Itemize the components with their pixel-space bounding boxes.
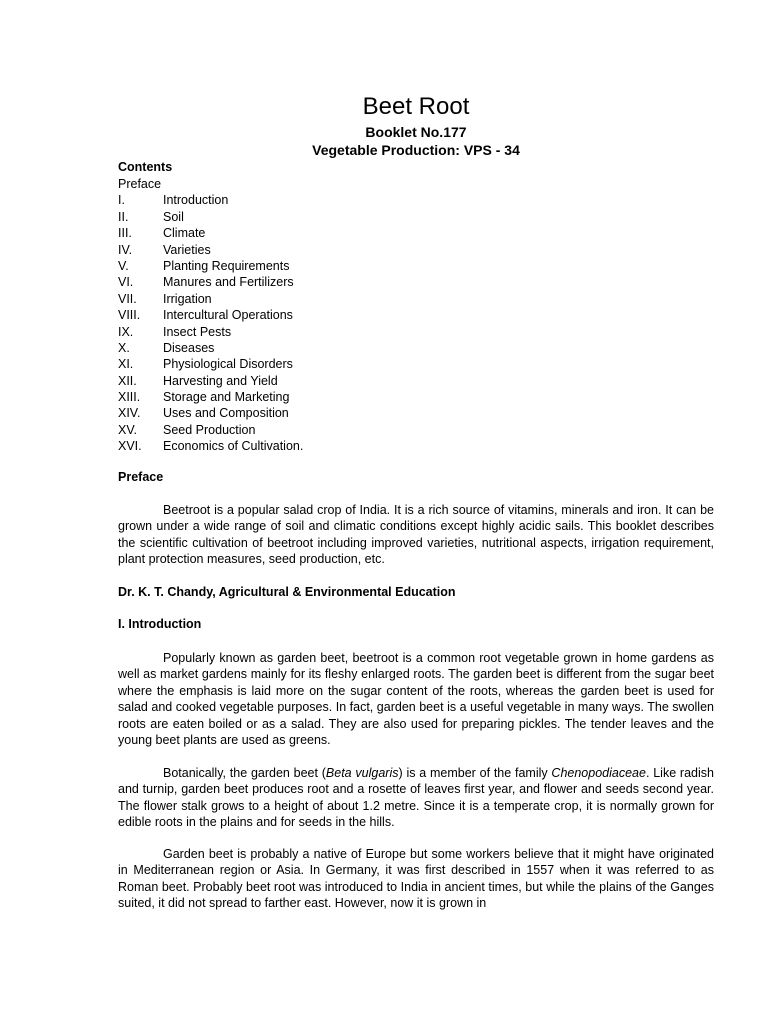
toc-item-number: XIV. <box>118 406 141 421</box>
author-line: Dr. K. T. Chandy, Agricultural & Environmental Education <box>118 585 456 599</box>
toc-preface-label: Preface <box>118 177 162 191</box>
toc-item-label: Diseases <box>163 340 215 355</box>
toc-item <box>118 356 538 372</box>
toc-item-number: IV. <box>118 242 133 257</box>
toc-item-number: VIII. <box>118 308 141 323</box>
para2-text-c: . Like radish and turnip, garden beet produces root and a rosette of leaves first year, and flower and seeds second year. The flower stalk grows to a height of about 1.2 metre. Since it is a temperate crop, it is normally grown for edible roots in the plains and for seeds in the hills. <box>118 766 714 830</box>
introduction-paragraph-3: Garden beet is probably a native of Europe but some workers believe that it might have originated in Mediterranean region or Asia. In Germany, it was first described in 1557 when it was referred to as Roman beet. Probably beet root was introduced to India in ancient times, but while the plains of the Ganges suited, it did not spread to farther east. However, now it is grown in <box>118 847 714 911</box>
contents-list <box>118 176 538 455</box>
toc-item-label: Soil <box>163 209 184 224</box>
toc-item <box>118 274 538 290</box>
toc-item <box>118 192 538 208</box>
toc-item-number: X. <box>118 340 130 355</box>
toc-item <box>118 438 538 454</box>
toc-item <box>118 258 538 274</box>
toc-item-label: Uses and Composition <box>163 406 289 421</box>
toc-item-label: Physiological Disorders <box>163 357 293 372</box>
toc-item-number: XIII. <box>118 390 141 405</box>
toc-item-label: Economics of Cultivation. <box>163 439 304 454</box>
family-name: Chenopodiaceae <box>551 766 646 780</box>
toc-item <box>118 340 538 356</box>
toc-item-number: XV. <box>118 422 138 437</box>
contents-heading: Contents <box>118 160 173 174</box>
toc-item <box>118 373 538 389</box>
toc-item <box>118 405 538 421</box>
toc-item-label: Harvesting and Yield <box>163 373 278 388</box>
introduction-heading: I. Introduction <box>118 617 202 631</box>
toc-item-label: Irrigation <box>163 291 212 306</box>
toc-item-label: Intercultural Operations <box>163 308 293 323</box>
toc-item-number: XVI. <box>118 439 142 454</box>
toc-preface <box>118 176 538 192</box>
booklet-number: Booklet No.177 <box>365 124 467 140</box>
toc-item-label: Introduction <box>163 193 229 208</box>
toc-item-number: I. <box>118 193 125 208</box>
preface-paragraph: Beetroot is a popular salad crop of India. It is a rich source of vitamins, minerals and iron. It can be grown under a wide range of soil and climatic conditions except highly acidic sails. This booklet describes the scientific cultivation of beetroot including improved varieties, nutritional aspects, irrigation requirement, plant protection measures, seed production, etc. <box>118 503 714 567</box>
toc-item-label: Climate <box>163 226 206 241</box>
document-title: Beet Root <box>362 93 470 120</box>
preface-heading: Preface <box>118 470 164 484</box>
toc-item-label: Storage and Marketing <box>163 390 290 405</box>
toc-item-number: VII. <box>118 291 137 306</box>
toc-item-label: Varieties <box>163 242 211 257</box>
toc-item-number: III. <box>118 226 132 241</box>
toc-item-number: IX. <box>118 324 134 339</box>
toc-item <box>118 307 538 323</box>
toc-item <box>118 291 538 307</box>
toc-item-number: XI. <box>118 357 134 372</box>
toc-item-number: VI. <box>118 275 134 290</box>
toc-item <box>118 324 538 340</box>
introduction-paragraph-2 <box>118 765 714 831</box>
toc-item-number: XII. <box>118 373 137 388</box>
toc-item <box>118 389 538 405</box>
para2-text-a: Botanically, the garden beet ( <box>163 766 326 780</box>
toc-item <box>118 422 538 438</box>
toc-item-label: Manures and Fertilizers <box>163 275 294 290</box>
toc-item <box>118 242 538 258</box>
toc-item <box>118 225 538 241</box>
species-name: Beta vulgaris <box>325 766 399 780</box>
toc-item-label: Insect Pests <box>163 324 232 339</box>
series-label: Vegetable Production: VPS - 34 <box>312 142 520 158</box>
toc-item <box>118 209 538 225</box>
toc-item-label: Planting Requirements <box>163 258 290 273</box>
toc-item-label: Seed Production <box>163 422 256 437</box>
para2-text-b: ) is a member of the family <box>398 766 552 780</box>
introduction-paragraph-1: Popularly known as garden beet, beetroot is a common root vegetable grown in home gardens as well as market gardens mainly for its fleshy enlarged roots. The garden beet is different from the sugar beet where the emphasis is laid more on the sugar content of the roots, whereas the garden beet is used for salad and cooked vegetable purposes. In fact, garden beet is a useful vegetable in many ways. The swollen roots are eaten boiled or as a salad. They are also used for preparing pickles. The tender leaves and the young beet plants are used as greens. <box>118 651 714 748</box>
toc-item-number: II. <box>118 209 129 224</box>
toc-item-number: V. <box>118 258 129 273</box>
